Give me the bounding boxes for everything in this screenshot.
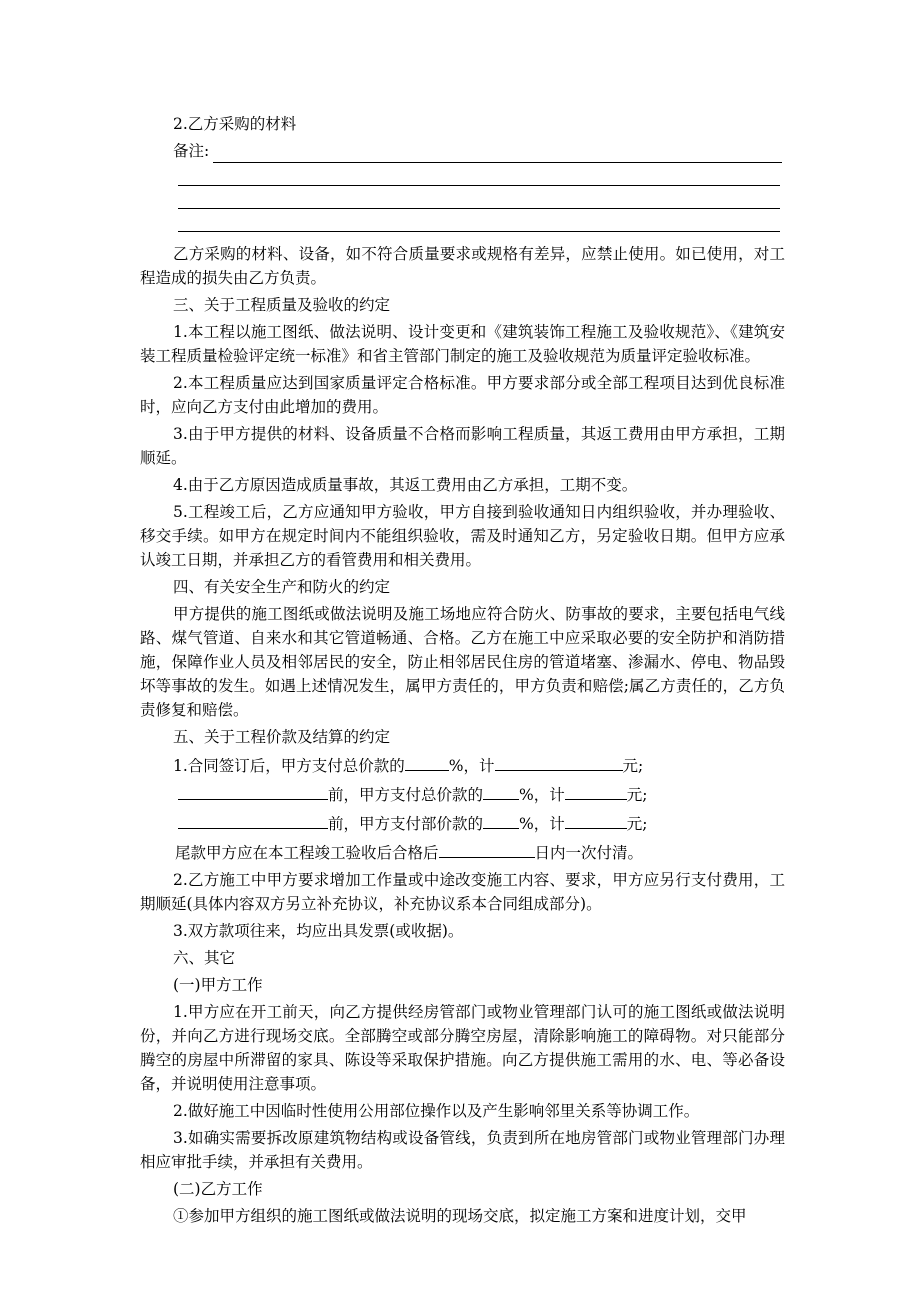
payment-1-mid: %，计 bbox=[448, 757, 495, 775]
note-line-4[interactable] bbox=[178, 231, 780, 232]
section-3-item-2: 2.本工程质量应达到国家质量评定合格标准。甲方要求部分或全部工程项目达到优良标准时，应向乙方支付由此增加的费用。 bbox=[140, 374, 785, 416]
section-5-title: 五、关于工程价款及结算的约定 bbox=[173, 728, 391, 746]
payment-3-amount-blank[interactable] bbox=[565, 810, 627, 829]
section-6-a-item-2: 2.做好施工中因临时性使用公用部位操作以及产生影响邻里关系等协调工作。 bbox=[173, 1102, 700, 1120]
section-3-title: 三、关于工程质量及验收的约定 bbox=[173, 296, 391, 314]
payment-2-percent-blank[interactable] bbox=[483, 781, 519, 800]
payment-line-4 bbox=[140, 839, 785, 865]
section-6-a-title: (一)甲方工作 bbox=[173, 976, 263, 994]
payment-3-date-blank[interactable] bbox=[178, 810, 328, 829]
section-6-a-item-1: 1.甲方应在开工前天，向乙方提供经房管部门或物业管理部门认可的施工图纸或做法说明份，并向乙方进行现场交底。全部腾空或部分腾空房屋，清除影响施工的障碍物。对只能部分腾空的房屋中所滞留的家具、陈设等采取保护措施。向乙方提供施工需用的水、电、等必备设备，并说明使用注意事项。 bbox=[140, 1003, 785, 1093]
contract-page bbox=[140, 112, 785, 1231]
section-4-body: 甲方提供的施工图纸或做法说明及施工场地应符合防火、防事故的要求，主要包括电气线路、煤气管道、自来水和其它管道畅通、合格。乙方在施工中应采取必要的安全防护和消防措施，保障作业人员及相邻居民的安全，防止相邻居民住房的管道堵塞、渗漏水、停电、物品毁坏等事故的发生。如遇上述情况发生，属甲方责任的，甲方负责和赔偿;属乙方责任的，乙方负责修复和赔偿。 bbox=[140, 605, 785, 719]
note-label: 备注: bbox=[173, 142, 210, 160]
note-line-1[interactable] bbox=[213, 144, 782, 163]
payment-4-days-blank[interactable] bbox=[439, 839, 535, 858]
note-line-2[interactable] bbox=[178, 185, 780, 186]
materials-heading: 2.乙方采购的材料 bbox=[173, 115, 297, 133]
payment-4-prefix: 尾款甲方应在本工程竣工验收后合格后 bbox=[175, 844, 439, 862]
section-3-item-4: 4.由于乙方原因造成质量事故，其返工费用由乙方承担，工期不变。 bbox=[173, 476, 638, 494]
payment-1-unit: 元; bbox=[622, 757, 644, 775]
section-5-item-3: 3.双方款项往来，均应出具发票(或收据)。 bbox=[173, 922, 464, 940]
payment-4-suffix: 日内一次付清。 bbox=[534, 844, 644, 862]
payment-2-amount-blank[interactable] bbox=[565, 781, 627, 800]
section-3-item-5: 5.工程竣工后，乙方应通知甲方验收，甲方自接到验收通知日内组织验收，并办理验收、移交手续。如甲方在规定时间内不能组织验收，需及时通知乙方，另定验收日期。但甲方应承认竣工日期，并承担乙方的看管费用和相关费用。 bbox=[140, 503, 785, 569]
payment-line-1 bbox=[140, 752, 785, 778]
section-6-b-title: (二)乙方工作 bbox=[173, 1180, 263, 1198]
section-3-item-1: 1.本工程以施工图纸、做法说明、设计变更和《建筑装饰工程施工及验收规范》、《建筑安装工程质量检验评定统一标准》和省主管部门制定的施工及验收规范为质量评定验收标准。 bbox=[140, 323, 785, 365]
payment-2-unit: 元; bbox=[626, 786, 648, 804]
payment-3-unit: 元; bbox=[626, 815, 648, 833]
payment-2-pct: %，计 bbox=[519, 786, 565, 804]
section-6-title: 六、其它 bbox=[173, 949, 236, 967]
payment-2-date-blank[interactable] bbox=[178, 781, 328, 800]
section-4-title: 四、有关安全生产和防火的约定 bbox=[173, 578, 391, 596]
section-3-item-3: 3.由于甲方提供的材料、设备质量不合格而影响工程质量，其返工费用由甲方承担，工期顺延。 bbox=[140, 425, 785, 467]
note-row bbox=[140, 139, 785, 163]
payment-3-mid: 前，甲方支付部价款的 bbox=[328, 815, 484, 833]
section-6-a-item-3: 3.如确实需要拆改原建筑物结构或设备管线，负责到所在地房管部门或物业管理部门办理相应审批手续，并承担有关费用。 bbox=[140, 1129, 785, 1171]
payment-3-percent-blank[interactable] bbox=[483, 810, 519, 829]
section-5-item-2: 2.乙方施工中甲方要求增加工作量或中途改变施工内容、要求，甲方应另行支付费用，工期顺延(具体内容双方另立补充协议，补充协议系本合同组成部分)。 bbox=[140, 871, 785, 913]
payment-line-2 bbox=[140, 781, 785, 807]
note-line-3[interactable] bbox=[178, 208, 780, 209]
payment-1-amount-blank[interactable] bbox=[495, 752, 623, 771]
payment-1-percent-blank[interactable] bbox=[405, 752, 449, 771]
payment-3-pct: %，计 bbox=[519, 815, 565, 833]
section-6-b-item-1: ①参加甲方组织的施工图纸或做法说明的现场交底，拟定施工方案和进度计划，交甲 bbox=[173, 1207, 747, 1225]
payment-2-mid: 前，甲方支付总价款的 bbox=[328, 786, 484, 804]
payment-line-3 bbox=[140, 810, 785, 836]
materials-paragraph: 乙方采购的材料、设备，如不符合质量要求或规格有差异，应禁止使用。如已使用，对工程造成的损失由乙方负责。 bbox=[140, 245, 785, 287]
payment-1-prefix: 1.合同签订后，甲方支付总价款的 bbox=[173, 757, 405, 775]
